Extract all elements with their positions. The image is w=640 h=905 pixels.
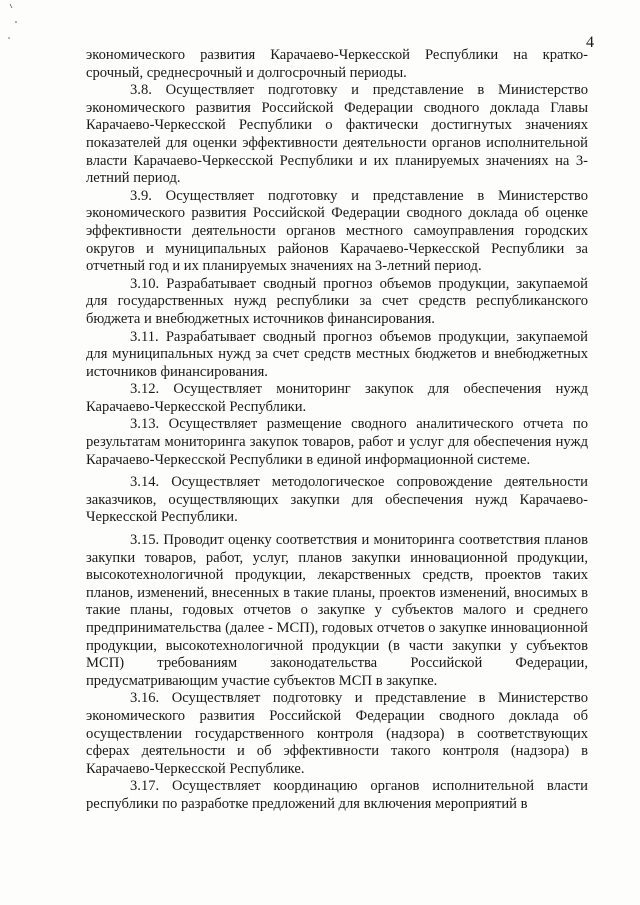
paragraph-3-13: 3.13. Осуществляет размещение сводного аналитического отчета по результатам мониторинга закупок товаров, работ и услуг для обеспечения нужд Карачаево-Черкесской Республики в единой информационной системе. xyxy=(86,416,588,468)
paragraph-3-12: 3.12. Осуществляет мониторинг закупок для обеспечения нужд Карачаево-Черкесской Республики. xyxy=(86,381,588,415)
paragraph-3-15: 3.15. Проводит оценку соответствия и мониторинга соответствия планов закупки товаров, работ, услуг, планов закупки инновационной продукции, высокотехнологичной продукции, лекарственных средств, проектов таких планов, изменений, внесенных в такие планы, проектов изменений, вносимых в такие планы, годовых отчетов о закупке у субъектов малого и среднего предпринимательства (далее - МСП), годовых отчетов о закупке инновационной продукции, высокотехнологичной продукции (в части закупки у субъектов МСП) требованиям законодательства Российской Федерации, предусматривающим участие субъектов МСП в закупке. xyxy=(86,532,588,689)
scan-speck-marks xyxy=(4,2,34,42)
paragraph-3-11: 3.11. Разрабатывает сводный прогноз объемов продукции, закупаемой для муниципальных нужд за счет средств местных бюджетов и внебюджетных источников финансирования. xyxy=(86,328,588,380)
paragraph-3-16: 3.16. Осуществляет подготовку и представление в Министерство экономического развития Российской Федерации сводного доклада об осуществлении государственного контроля (надзора) в соответствующих сферах деятельности и об эффективности такого контроля (надзора) в Карачаево-Черкесской Республике. xyxy=(86,690,588,777)
paragraph-3-10: 3.10. Разрабатывает сводный прогноз объемов продукции, закупаемой для государственных нужд республики за счет средств республиканского бюджета и внебюджетных источников финансирования. xyxy=(86,275,588,327)
paragraph-3-8: 3.8. Осуществляет подготовку и представление в Министерство экономического развития Российской Федерации сводного доклада Главы Карачаево-Черкесской Республики о фактически достигнутых значениях показателей для оценки эффективности деятельности органов исполнительной власти Карачаево-Черкесской Республики и их планируемых значениях на 3-летний период. xyxy=(86,82,588,187)
paragraph-3-17: 3.17. Осуществляет координацию органов исполнительной власти республики по разработке предложений для включения мероприятий в xyxy=(86,778,588,812)
document-body xyxy=(86,47,588,814)
paragraph-3-9: 3.9. Осуществляет подготовку и представление в Министерство экономического развития Российской Федерации сводного доклада об оценке эффективности деятельности органов местного самоуправления городских округов и муниципальных районов Карачаево-Черкесской Республики за отчетный год и их планируемых значениях на 3-летний период. xyxy=(86,187,588,275)
paragraph-3-14: 3.14. Осуществляет методологическое сопровождение деятельности заказчиков, осуществляющих закупки для обеспечения нужд Карачаево-Черкесской Республики. xyxy=(86,474,588,526)
paragraph-continuation: экономического развития Карачаево-Черкесской Республики на кратко-срочный, среднесрочный и долгосрочный периоды. xyxy=(86,47,588,81)
page-number: 4 xyxy=(586,34,594,51)
